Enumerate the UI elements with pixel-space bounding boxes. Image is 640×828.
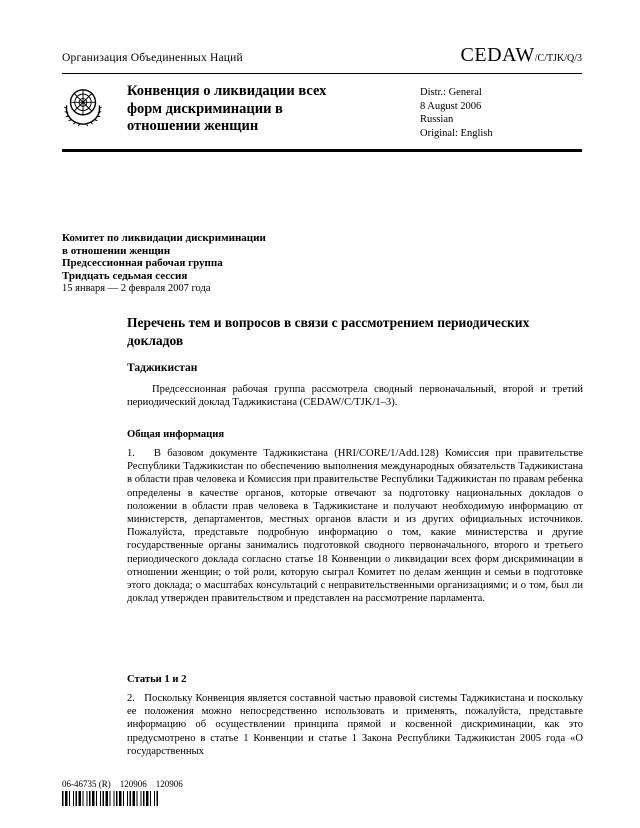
un-organization-name: Организация Объединенных Наций — [62, 52, 243, 64]
distribution-block — [420, 86, 493, 140]
distr-line: Distr.: General — [420, 87, 482, 98]
document-symbol-main: CEDAW — [460, 44, 535, 66]
working-group-line: Предсессионная рабочая группа — [62, 257, 223, 269]
original-language-line: Original: English — [420, 127, 493, 139]
committee-name-line1: Комитет по ликвидации дискриминации — [62, 232, 266, 244]
un-emblem-icon — [58, 82, 108, 132]
country-heading: Таджикистан — [127, 362, 198, 374]
convention-title: Конвенция о ликвидации всех форм дискриминации в отношении женщин — [127, 83, 327, 134]
paragraph-2: 2. Поскольку Конвенция является составной частью правовой системы Таджикистана и поскольку ее положения можно непосредственно использовать и применять, пожалуйста, представьте информацию об осуществлении принципа прямой и косвенной дискриминации, как это предусмотрено в статье 1 Конвенции и статье 1 Закона Республики Таджикистан 2005 года «О государственных — [127, 693, 583, 757]
section-heading-articles-1-2: Статьи 1 и 2 — [127, 674, 187, 685]
paragraph-1: 1. В базовом документе Таджикистана (HRI/CORE/1/Add.128) Комиссия при правительстве Республики Таджикистан по обеспечению выполнения международных обязательств Таджикистана в области прав человека и Комиссия при правительстве Республики Таджикистан по правам ребенка определены в качестве органов, которые отвечают за подготовку национальных докладов о положении в области прав человека в Таджикистане и получают необходимую информацию от министерств, департаментов, местных органов власти и из других официальных источников. Пожалуйста, представьте подробную информацию о том, какие министерства и другие государственные органы занимались подготовкой сводного первоначального, второго и третьего периодического доклада согласно статье 18 Конвенции о ликвидации всех форм дискриминации в отношении женщин; о той роли, которую сыграл Комитет по делам женщин и семьи в подготовке этого доклада; о масштабах консультаций с неправительственными организациями; и о том, был ли доклад утвержден правительством и представлен на рассмотрение парламента. — [127, 448, 583, 605]
committee-name-line2: в отношении женщин — [62, 244, 171, 257]
document-symbol-suffix: /C/TJK/Q/3 — [534, 53, 582, 64]
intro-paragraph: Предсессионная рабочая группа рассмотрела сводный первоначальный, второй и третий периодический доклад Таджикистана (CEDAW/C/TJK/1–3). — [127, 384, 583, 409]
session-dates: 15 января — 2 февраля 2007 года — [62, 283, 211, 294]
committee-block — [62, 232, 266, 296]
header-divider-thin — [62, 73, 582, 74]
section-heading-general-information: Общая информация — [127, 429, 225, 440]
document-symbol — [461, 44, 582, 67]
document-number-footer: 06-46735 (R) 120906 120906 — [62, 779, 183, 789]
barcode — [62, 791, 158, 806]
header-divider-thick — [62, 149, 582, 152]
date-line: 8 August 2006 — [420, 100, 482, 112]
document-title: Перечень тем и вопросов в связи с рассмотрением периодических докладов — [127, 315, 530, 348]
session-line: Тридцать седьмая сессия — [62, 269, 188, 282]
language-line: Russian — [420, 114, 454, 125]
